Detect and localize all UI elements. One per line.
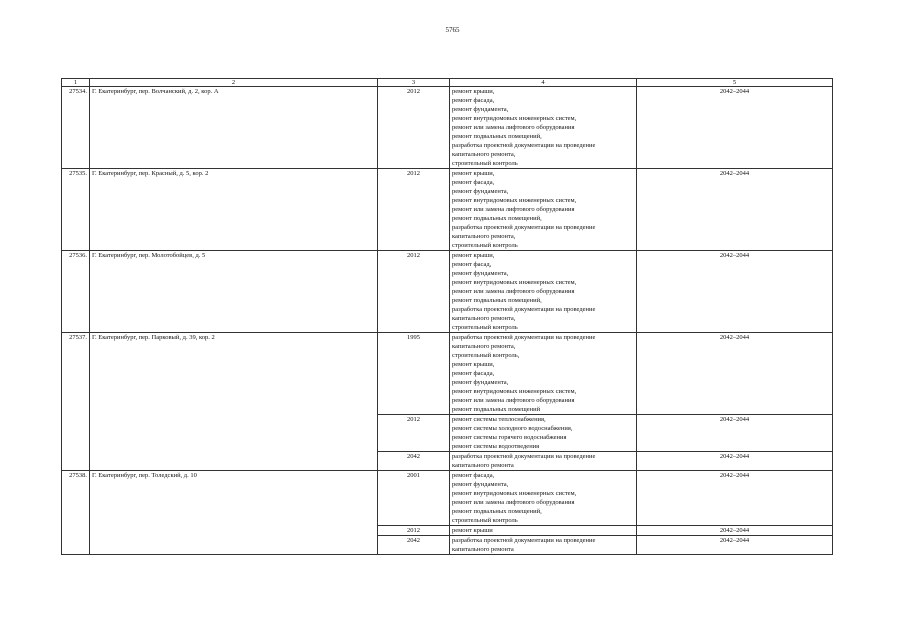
work-item: строительный контроль — [452, 242, 518, 249]
works-list — [450, 415, 637, 452]
work-item: ремонт подвальных помещений — [452, 406, 541, 413]
work-item: ремонт фундамента, — [452, 270, 509, 277]
work-item: ремонт системы теплоснабжения, — [452, 416, 546, 423]
works-list — [450, 452, 637, 471]
table-row — [62, 251, 833, 333]
repair-period: 2042–2044 — [637, 333, 833, 415]
works-list — [450, 471, 637, 526]
work-item: ремонт внутридомовых инженерных систем, — [452, 279, 577, 286]
commissioning-year: 2001 — [378, 471, 450, 526]
work-item: капитального ремонта, — [452, 315, 516, 322]
work-item: строительный контроль — [452, 324, 518, 331]
page-number: 5765 — [445, 26, 460, 34]
entry-number: 27534. — [62, 87, 90, 169]
work-item: ремонт фундамента, — [452, 481, 509, 488]
work-item: строительный контроль — [452, 517, 518, 524]
work-item: разработка проектной документации на проведение — [452, 142, 596, 149]
work-item: ремонт крыши — [452, 527, 493, 534]
column-header: 1 — [62, 79, 90, 87]
work-item: ремонт внутридомовых инженерных систем, — [452, 115, 577, 122]
commissioning-year: 1995 — [378, 333, 450, 415]
table-row — [62, 87, 833, 169]
works-list — [450, 251, 637, 333]
work-item: ремонт фасад, — [452, 261, 492, 268]
table-row — [62, 471, 833, 526]
repair-period: 2042–2044 — [637, 87, 833, 169]
repair-schedule-table — [61, 78, 833, 555]
entry-number: 27537. — [62, 333, 90, 471]
work-item: ремонт внутридомовых инженерных систем, — [452, 490, 577, 497]
table-row — [62, 169, 833, 251]
work-item: ремонт подвальных помещений, — [452, 508, 542, 515]
works-list — [450, 87, 637, 169]
commissioning-year: 2012 — [378, 169, 450, 251]
work-item: ремонт подвальных помещений, — [452, 133, 542, 140]
work-item: капитального ремонта, — [452, 233, 516, 240]
repair-period: 2042–2044 — [637, 251, 833, 333]
works-list — [450, 526, 637, 536]
work-item: ремонт или замена лифтового оборудования — [452, 288, 575, 295]
work-item: разработка проектной документации на проведение — [452, 306, 596, 313]
work-item: ремонт фасада, — [452, 97, 495, 104]
work-item: ремонт фундамента, — [452, 379, 509, 386]
work-item: разработка проектной документации на проведение — [452, 334, 596, 341]
entry-address: Г. Екатеринбург, пер. Толедский, д. 10 — [90, 471, 378, 555]
repair-period: 2042–2044 — [637, 452, 833, 471]
column-header: 3 — [378, 79, 450, 87]
work-item: капитального ремонта — [452, 462, 514, 469]
works-list — [450, 333, 637, 415]
work-item: ремонт крыши, — [452, 170, 495, 177]
header-row — [62, 79, 833, 87]
work-item: ремонт системы холодного водоснабжения, — [452, 425, 573, 432]
commissioning-year: 2012 — [378, 87, 450, 169]
work-item: ремонт подвальных помещений, — [452, 215, 542, 222]
work-item: строительный контроль, — [452, 352, 520, 359]
commissioning-year: 2042 — [378, 536, 450, 555]
entry-number: 27535. — [62, 169, 90, 251]
commissioning-year: 2012 — [378, 415, 450, 452]
entry-number: 27536. — [62, 251, 90, 333]
entry-address: Г. Екатеринбург, пер. Волчанский, д. 2, кор. А — [90, 87, 378, 169]
work-item: ремонт системы горячего водоснабжения — [452, 434, 567, 441]
commissioning-year: 2042 — [378, 452, 450, 471]
column-header: 5 — [637, 79, 833, 87]
work-item: ремонт фасада, — [452, 370, 495, 377]
work-item: капитального ремонта, — [452, 151, 516, 158]
work-item: разработка проектной документации на проведение — [452, 224, 596, 231]
repair-period: 2042–2044 — [637, 526, 833, 536]
entry-address: Г. Екатеринбург, пер. Красный, д. 5, кор. 2 — [90, 169, 378, 251]
work-item: разработка проектной документации на проведение — [452, 537, 596, 544]
work-item: ремонт крыши, — [452, 361, 495, 368]
work-item: ремонт фасада, — [452, 179, 495, 186]
table-row — [62, 333, 833, 415]
work-item: разработка проектной документации на проведение — [452, 453, 596, 460]
entry-address: Г. Екатеринбург, пер. Молотобойцев, д. 5 — [90, 251, 378, 333]
repair-period: 2042–2044 — [637, 471, 833, 526]
work-item: ремонт или замена лифтового оборудования — [452, 499, 575, 506]
work-item: капитального ремонта — [452, 546, 514, 553]
commissioning-year: 2012 — [378, 251, 450, 333]
entry-address: Г. Екатеринбург, пер. Парковый, д. 39, кор. 2 — [90, 333, 378, 471]
work-item: ремонт фундамента, — [452, 188, 509, 195]
work-item: ремонт крыши, — [452, 88, 495, 95]
work-item: ремонт подвальных помещений, — [452, 297, 542, 304]
work-item: ремонт или замена лифтового оборудования — [452, 206, 575, 213]
work-item: строительный контроль — [452, 160, 518, 167]
work-item: ремонт внутридомовых инженерных систем, — [452, 197, 577, 204]
work-item: ремонт внутридомовых инженерных систем, — [452, 388, 577, 395]
works-list — [450, 169, 637, 251]
repair-period: 2042–2044 — [637, 415, 833, 452]
work-item: капитального ремонта, — [452, 343, 516, 350]
works-list — [450, 536, 637, 555]
work-item: ремонт или замена лифтового оборудования — [452, 124, 575, 131]
column-header: 2 — [90, 79, 378, 87]
repair-period: 2042–2044 — [637, 169, 833, 251]
work-item: ремонт системы водоотведения — [452, 443, 540, 450]
entry-number: 27538. — [62, 471, 90, 555]
work-item: ремонт фасада, — [452, 472, 495, 479]
work-item: ремонт или замена лифтового оборудования — [452, 397, 575, 404]
commissioning-year: 2012 — [378, 526, 450, 536]
work-item: ремонт фундамента, — [452, 106, 509, 113]
work-item: ремонт крыши, — [452, 252, 495, 259]
column-header: 4 — [450, 79, 637, 87]
repair-period: 2042–2044 — [637, 536, 833, 555]
